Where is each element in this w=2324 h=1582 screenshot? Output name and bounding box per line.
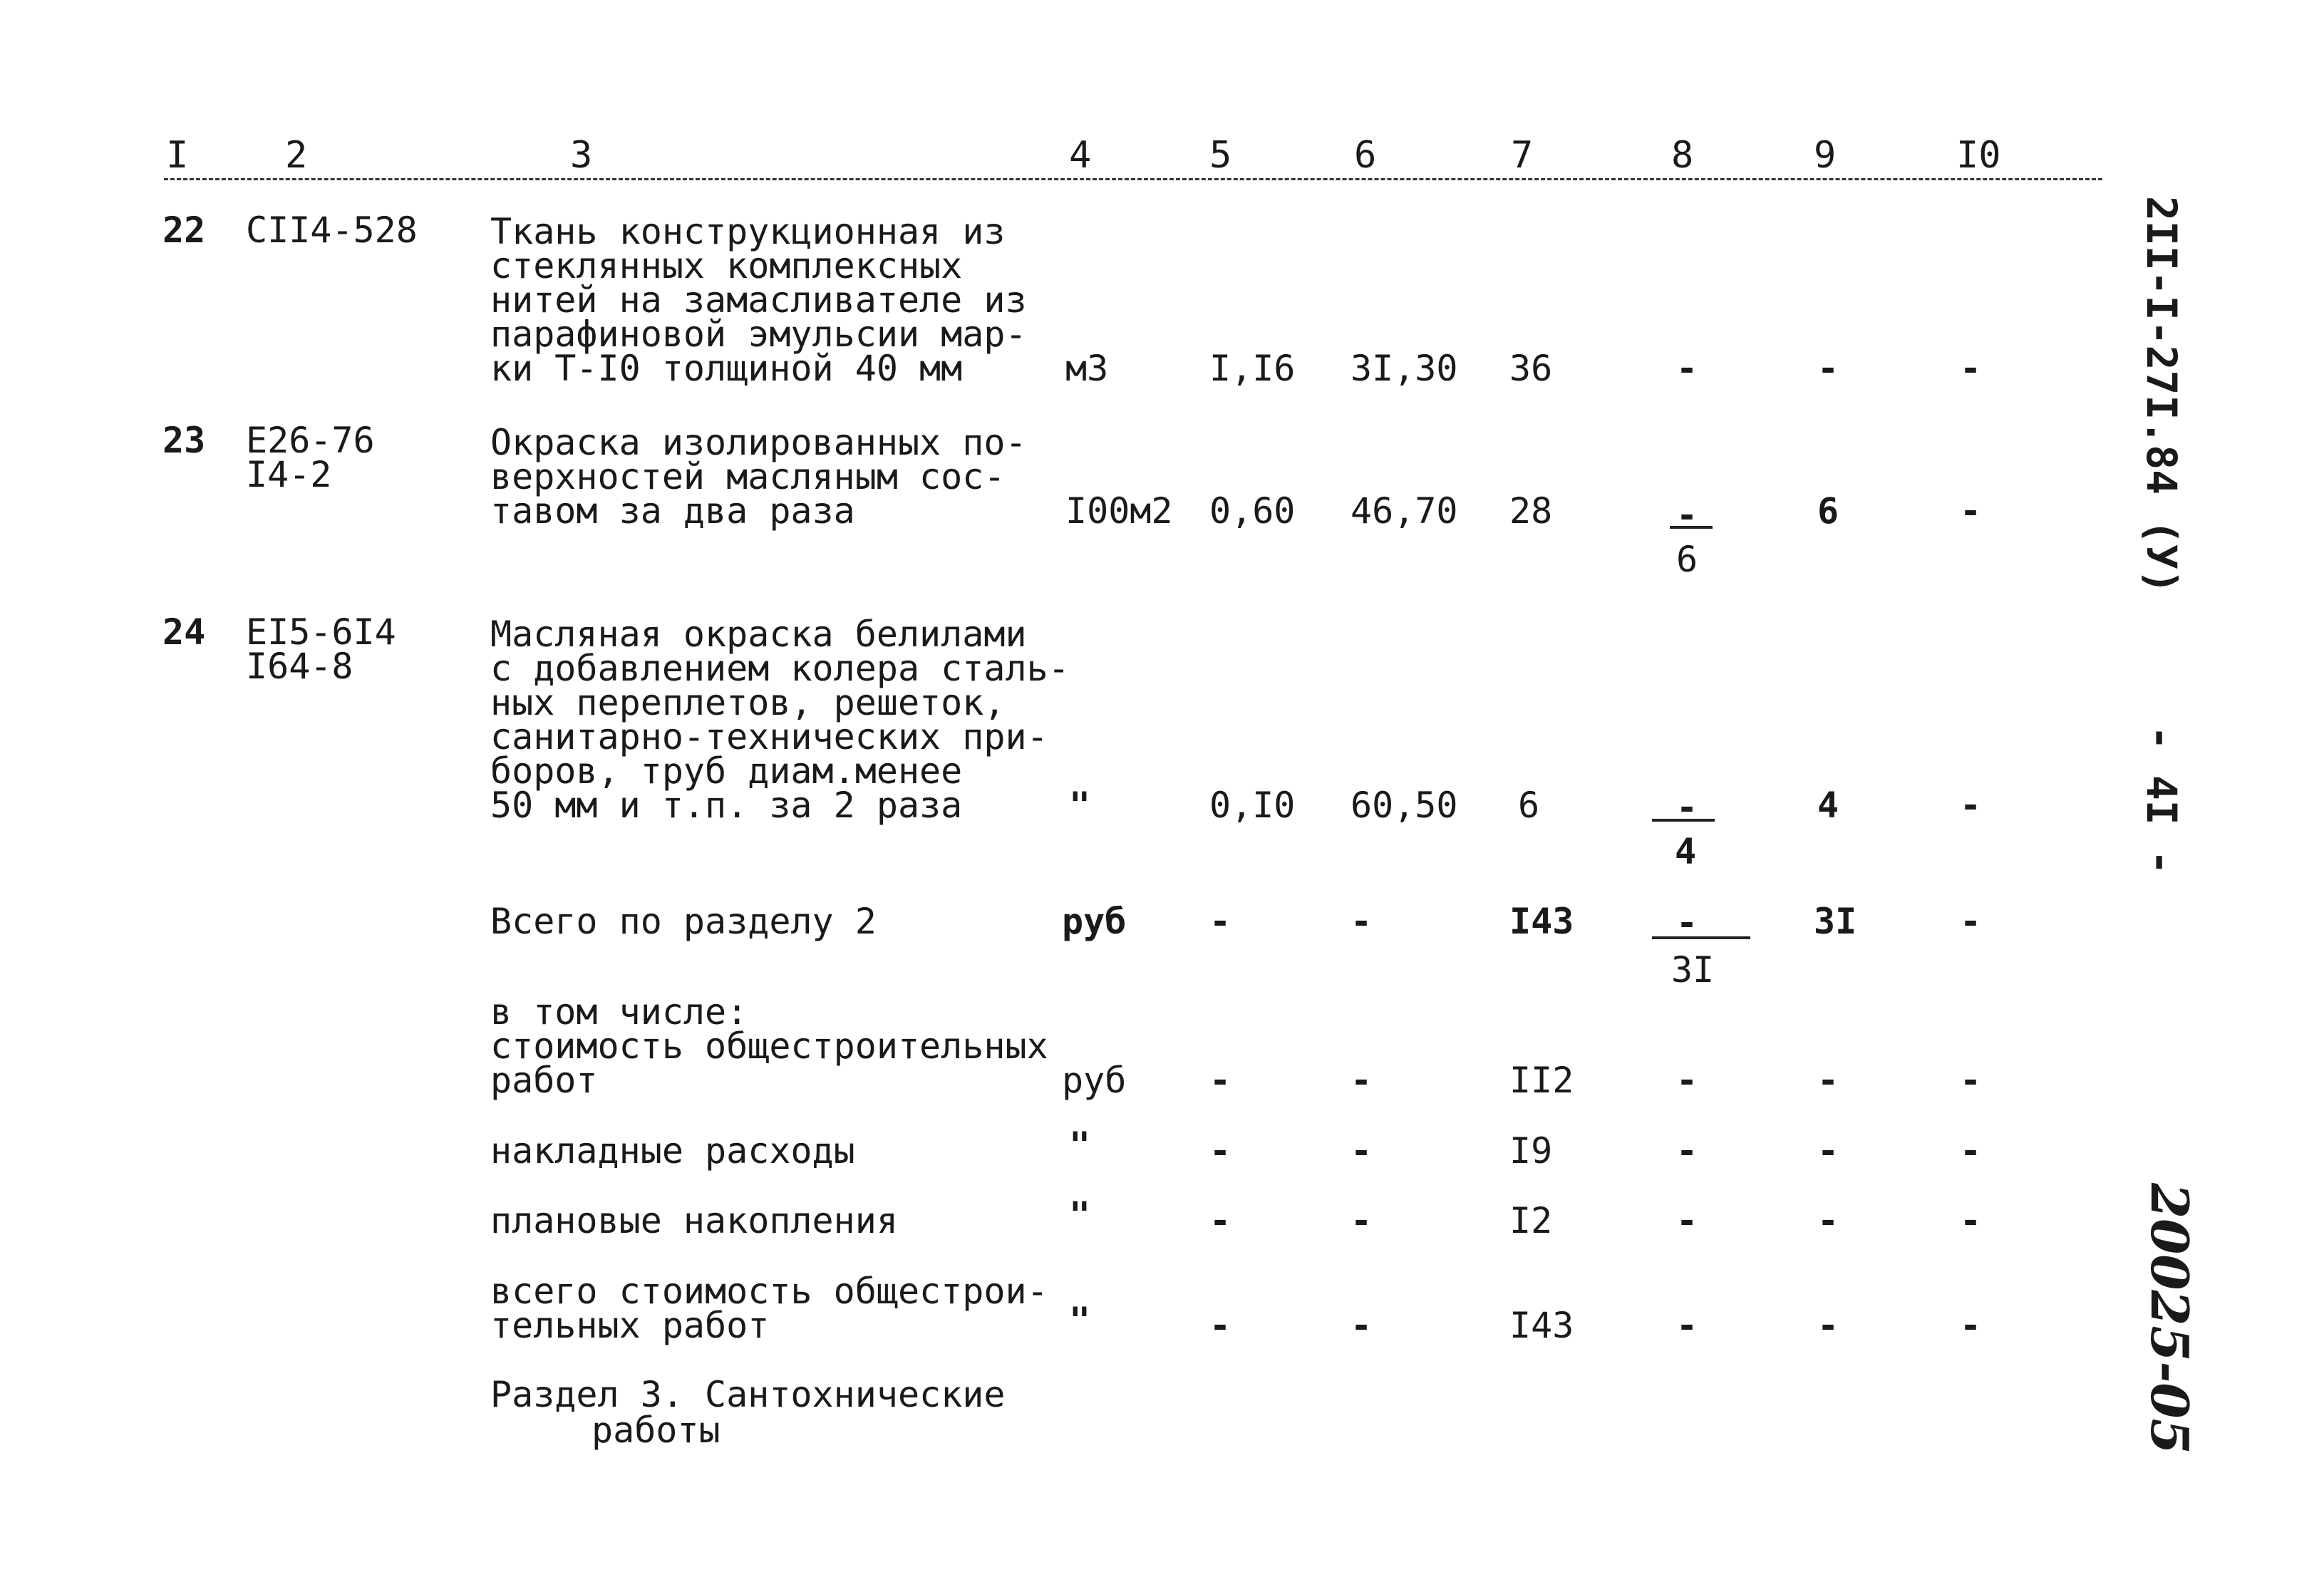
total-unit: " xyxy=(1069,1194,1091,1236)
row-col10: - xyxy=(1960,348,1982,389)
row-unit: I00м2 xyxy=(1065,490,1173,532)
row-unit: м3 xyxy=(1065,348,1109,389)
col-header-1: I xyxy=(166,134,189,177)
row-desc-line: Окраска изолированных по- xyxy=(490,422,1027,463)
col-header-10: I0 xyxy=(1956,134,2001,177)
row-unit: " xyxy=(1069,785,1091,826)
row-desc-line: Масляная окраска белилами xyxy=(490,614,1027,655)
row-col10: - xyxy=(1960,490,1982,532)
row-desc-line: парафиновой эмульсии мар- xyxy=(490,314,1027,355)
row-col10: - xyxy=(1960,785,1982,826)
total-col8: - xyxy=(1676,902,1698,943)
col-header-3: 3 xyxy=(570,134,593,177)
row-code: I64-8 xyxy=(246,646,353,687)
total-label: в том числе: xyxy=(490,991,748,1033)
row-desc-line: стеклянных комплексных xyxy=(490,245,963,286)
total-unit: руб xyxy=(1062,1060,1127,1101)
page-number: - 4I - xyxy=(2137,725,2186,875)
total-label: тельных работ xyxy=(490,1305,770,1346)
total-col10: - xyxy=(1960,1305,1982,1346)
row-desc-line: Ткань конструкционная из xyxy=(490,211,1006,252)
row-desc-line: 50 мм и т.п. за 2 раза xyxy=(490,785,963,826)
total-col6: - xyxy=(1350,1130,1373,1172)
row-col9: 4 xyxy=(1817,785,1839,826)
total-col9: - xyxy=(1817,1060,1839,1101)
row-desc-line: ных переплетов, решеток, xyxy=(490,682,1006,723)
col-header-7: 7 xyxy=(1511,134,1534,177)
section-title: Раздел 3. Сантохнические xyxy=(490,1374,1006,1415)
header-rule xyxy=(164,178,2102,180)
row-desc-line: верхностей масляным сос- xyxy=(490,456,1006,497)
total-col10: - xyxy=(1960,1200,1982,1241)
col-header-9: 9 xyxy=(1814,134,1837,177)
total-unit: руб xyxy=(1062,901,1127,942)
total-label: работ xyxy=(490,1060,598,1101)
stamp-number: 20025-05 xyxy=(2139,1183,2200,1454)
col-header-4: 4 xyxy=(1069,134,1092,177)
row-col6: 60,50 xyxy=(1350,785,1458,826)
row-col8-denominator: 4 xyxy=(1675,831,1697,872)
row-desc-line: тавом за два раза xyxy=(490,490,855,532)
row-col7: 36 xyxy=(1509,348,1553,389)
col-header-2: 2 xyxy=(285,134,308,177)
total-col10: - xyxy=(1960,901,1982,942)
total-col7: II2 xyxy=(1509,1060,1574,1101)
total-col8-denominator: 3I xyxy=(1671,949,1715,991)
total-col8: - xyxy=(1676,1200,1698,1241)
row-col6: 46,70 xyxy=(1350,490,1458,532)
row-col5: 0,60 xyxy=(1209,490,1296,532)
total-col5: - xyxy=(1209,1305,1231,1346)
row-code: I4-2 xyxy=(246,454,332,495)
row-code: CII4-528 xyxy=(246,210,418,251)
total-col8: - xyxy=(1676,1130,1698,1172)
total-col7: I43 xyxy=(1509,901,1574,942)
fraction-bar xyxy=(1652,936,1750,939)
total-col7: I2 xyxy=(1509,1200,1553,1241)
row-desc-line: с добавлением колера сталь- xyxy=(490,648,1070,689)
row-desc-line: боров, труб диам.менее xyxy=(490,750,963,792)
col-header-8: 8 xyxy=(1671,134,1694,177)
total-col5: - xyxy=(1209,1200,1231,1241)
row-desc-line: нитей на замасливателе из xyxy=(490,279,1027,321)
total-col9: - xyxy=(1817,1200,1839,1241)
total-col6: - xyxy=(1350,1060,1373,1101)
row-col8: - xyxy=(1676,787,1698,828)
row-col7: 6 xyxy=(1518,785,1540,826)
total-label: накладные расходы xyxy=(490,1130,855,1172)
row-desc-line: ки Т-I0 толщиной 40 мм xyxy=(490,348,963,389)
total-label: плановые накопления xyxy=(490,1200,898,1241)
total-col5: - xyxy=(1209,1130,1231,1172)
total-label: Всего по разделу 2 xyxy=(490,901,877,942)
total-col6: - xyxy=(1350,1305,1373,1346)
row-col9: 6 xyxy=(1817,490,1839,532)
row-col8: - xyxy=(1676,495,1698,536)
row-col8: - xyxy=(1676,348,1698,389)
row-number: 22 xyxy=(162,210,206,251)
col-header-5: 5 xyxy=(1209,134,1232,177)
total-label: всего стоимость общестрои- xyxy=(490,1271,1048,1312)
row-number: 24 xyxy=(162,611,206,653)
section-title: работы xyxy=(592,1410,721,1451)
row-code: ЕI5-6I4 xyxy=(246,611,396,653)
row-code: Е26-76 xyxy=(246,420,375,461)
total-unit: " xyxy=(1069,1300,1091,1341)
total-col5: - xyxy=(1209,1060,1231,1101)
total-col7: I43 xyxy=(1509,1305,1574,1346)
document-code: 2II-I-27I.84 (У) xyxy=(2137,196,2186,594)
total-col5: - xyxy=(1209,901,1231,942)
row-col5: 0,I0 xyxy=(1209,785,1296,826)
total-col9: - xyxy=(1817,1305,1839,1346)
fraction-bar xyxy=(1670,526,1713,529)
col-header-6: 6 xyxy=(1354,134,1377,177)
total-col6: - xyxy=(1350,1200,1373,1241)
total-unit: " xyxy=(1069,1125,1091,1166)
fraction-bar xyxy=(1652,819,1715,822)
row-col8-denominator: 6 xyxy=(1676,539,1698,580)
total-col9: 3I xyxy=(1814,901,1857,942)
total-col9: - xyxy=(1817,1130,1839,1172)
row-col7: 28 xyxy=(1509,490,1553,532)
total-col8: - xyxy=(1676,1060,1698,1101)
total-col6: - xyxy=(1350,901,1373,942)
total-label: стоимость общестроительных xyxy=(490,1025,1048,1067)
row-col9: - xyxy=(1817,348,1839,389)
total-col8: - xyxy=(1676,1305,1698,1346)
total-col10: - xyxy=(1960,1130,1982,1172)
row-number: 23 xyxy=(162,420,206,461)
total-col10: - xyxy=(1960,1060,1982,1101)
row-col6: 3I,30 xyxy=(1350,348,1458,389)
row-desc-line: санитарно-технических при- xyxy=(490,716,1048,758)
row-col5: I,I6 xyxy=(1209,348,1296,389)
total-col7: I9 xyxy=(1509,1130,1553,1172)
